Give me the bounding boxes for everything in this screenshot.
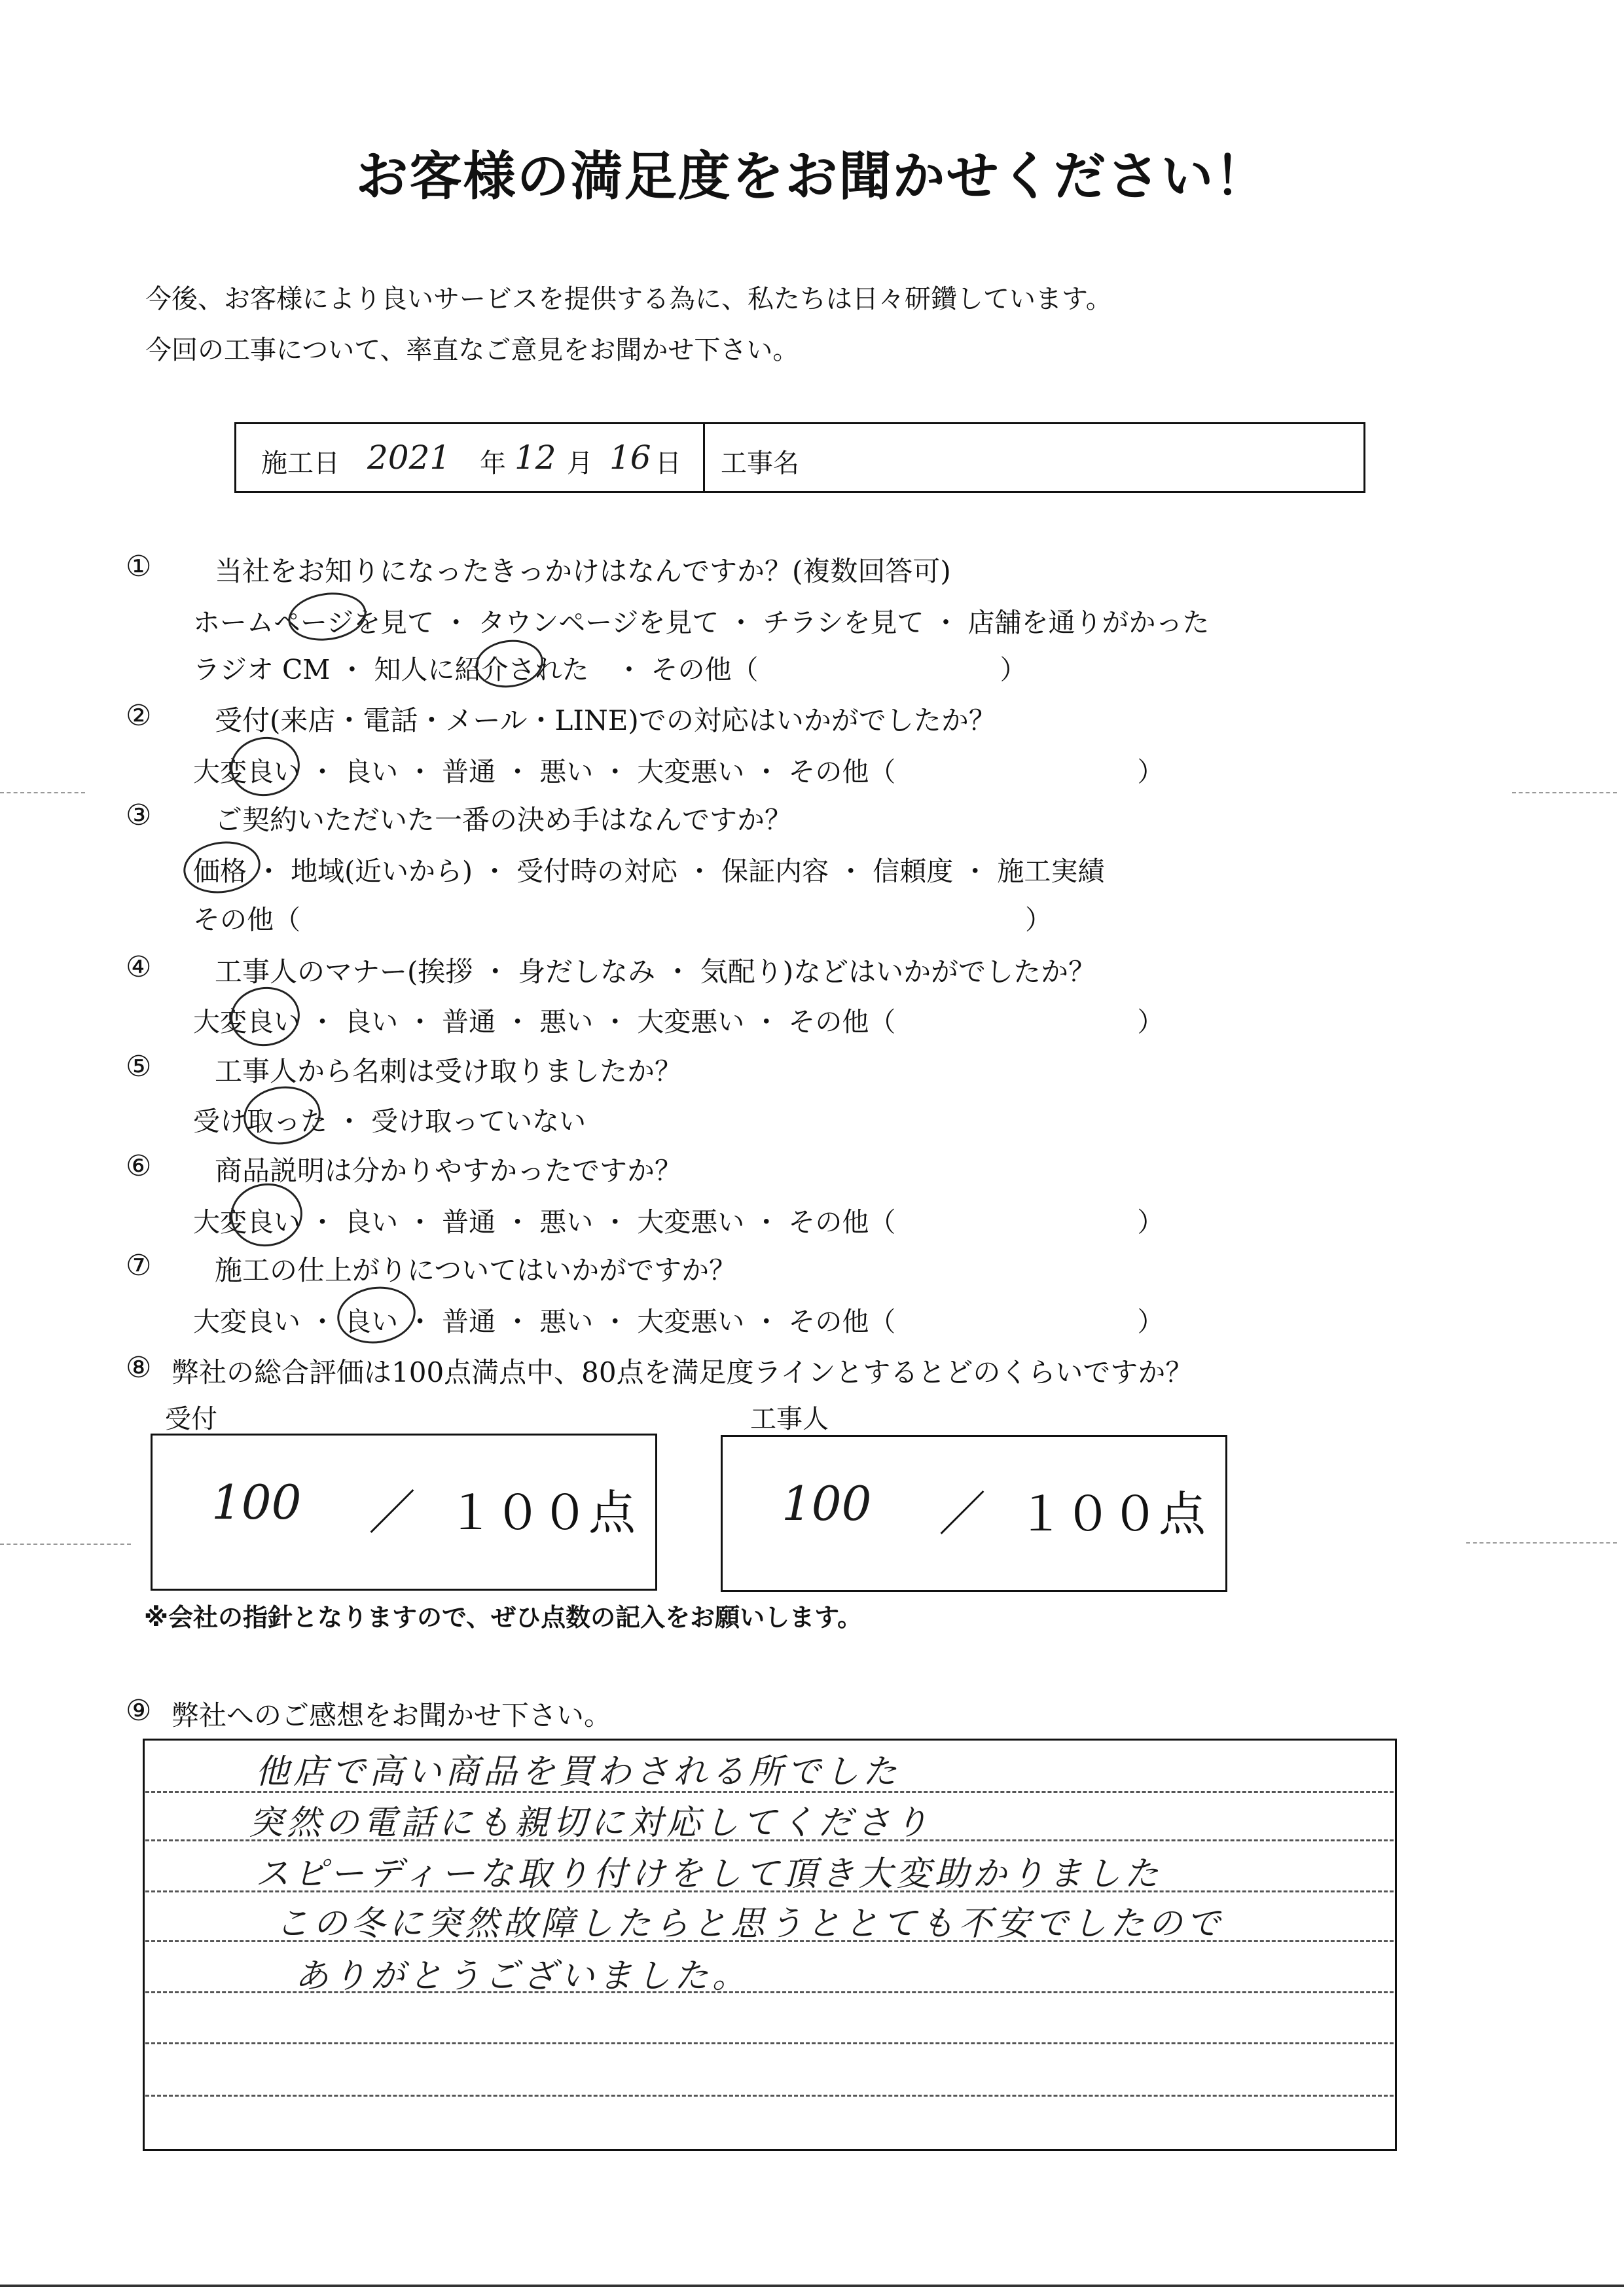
reception-label: 受付 — [165, 1404, 217, 1434]
q8-number: ⑧ — [126, 1351, 152, 1384]
scan-mark-right — [1512, 792, 1617, 793]
comment-line-4: この冬に突然故障したらと思うととても不安でしたので — [275, 1904, 1225, 1943]
q5-options[interactable]: 受け取った ・ 受け取っていない — [193, 1106, 586, 1137]
comment-line-5: ありがとうございました。 — [295, 1957, 751, 1996]
q6-options[interactable]: 大変良い ・ 良い ・ 普通 ・ 悪い ・ 大変悪い ・ その他（ ） — [193, 1206, 1164, 1238]
worker-max: １００点 — [1017, 1487, 1206, 1542]
scan-mark-right-2 — [1466, 1542, 1617, 1544]
q4-options[interactable]: 大変良い ・ 良い ・ 普通 ・ 悪い ・ 大変悪い ・ その他（ ） — [193, 1006, 1164, 1038]
project-label: 工事名 — [721, 448, 799, 479]
comment-line-3: スピーディーな取り付けをして頂き大変助かりました — [255, 1854, 1163, 1894]
q2-number: ② — [126, 699, 152, 732]
q3-answer-circle — [180, 837, 264, 898]
bottom-edge — [0, 2285, 1624, 2287]
scan-mark-left — [0, 792, 85, 793]
comment-rule-7 — [145, 2095, 1394, 2097]
q3-number: ③ — [126, 799, 152, 832]
reception-slash: ／ — [369, 1485, 416, 1540]
comment-rule-6 — [145, 2042, 1394, 2044]
day-unit: 日 — [655, 448, 681, 479]
date-day[interactable]: 16 — [609, 439, 651, 477]
comment-line-2: 突然の電話にも親切に対応してくださり — [249, 1803, 933, 1843]
q1-options-2[interactable]: ラジオ CM ・ 知人に紹介された ・ その他（ ） — [193, 654, 1027, 685]
q5-number: ⑤ — [126, 1050, 152, 1083]
q9-number: ⑨ — [126, 1694, 152, 1727]
q2-options[interactable]: 大変良い ・ 良い ・ 普通 ・ 悪い ・ 大変悪い ・ その他（ ） — [193, 756, 1164, 787]
q5-answer-circle — [240, 1081, 324, 1149]
comment-line-1: 他店で高い商品を買わされる所でした — [255, 1752, 901, 1792]
q2-answer-circle — [226, 732, 303, 801]
q1-text: 当社をお知りになったきっかけはなんですか？(複数回答可) — [215, 555, 951, 587]
q5-text: 工事人から名刺は受け取りましたか？ — [215, 1055, 683, 1087]
worker-slash: ／ — [939, 1487, 986, 1542]
date-month[interactable]: 12 — [514, 439, 556, 477]
reception-max: １００点 — [447, 1485, 636, 1540]
score-note: ※会社の指針となりますので、ぜひ点数の記入をお願いします。 — [144, 1603, 863, 1632]
q9-text: 弊社へのご感想をお聞かせ下さい。 — [171, 1699, 612, 1731]
worker-label: 工事人 — [750, 1404, 829, 1434]
month-unit: 月 — [567, 448, 593, 479]
q6-text: 商品説明は分かりやすかったですか？ — [215, 1155, 683, 1187]
q6-answer-circle — [226, 1179, 306, 1251]
date-label: 施工日 — [261, 448, 340, 479]
q4-number: ④ — [126, 950, 152, 984]
worker-score-value[interactable]: 100 — [782, 1476, 872, 1531]
q7-text: 施工の仕上がりについてはいかがですか？ — [215, 1254, 737, 1286]
q2-text: 受付(来店・電話・メール・LINE)での対応はいかがでしたか？ — [215, 704, 996, 736]
q4-answer-circle — [226, 983, 303, 1051]
q3-text: ご契約いただいた一番の決め手はなんですか？ — [215, 804, 793, 836]
reception-score-value[interactable]: 100 — [211, 1475, 302, 1530]
q4-text: 工事人のマナー(挨拶 ・ 身だしなみ ・ 気配り)などはいかがでしたか？ — [215, 956, 1096, 988]
q1-options-1[interactable]: ホームページを見て ・ タウンページを見て ・ チラシを見て ・ 店舗を通りがかった — [193, 607, 1210, 638]
worker-score-box — [721, 1435, 1227, 1592]
intro-line-2: 今回の工事について、率直なご意見をお聞かせ下さい。 — [145, 335, 799, 365]
scan-mark-left-2 — [0, 1544, 131, 1545]
q3-options-2[interactable]: その他（ ） — [193, 904, 1052, 935]
q8-text: 弊社の総合評価は100点満点中、80点を満足度ラインとするとどのくらいですか？ — [171, 1356, 1193, 1388]
year-unit: 年 — [480, 448, 506, 479]
page-title: お客様の満足度をお聞かせください！ — [355, 146, 1269, 207]
q7-number: ⑦ — [126, 1249, 152, 1282]
header-divider — [703, 422, 705, 493]
q7-options[interactable]: 大変良い ・ 良い ・ 普通 ・ 悪い ・ 大変悪い ・ その他（ ） — [193, 1306, 1164, 1337]
reception-score-box — [151, 1434, 657, 1591]
q6-number: ⑥ — [126, 1149, 152, 1183]
q1-number: ① — [126, 550, 152, 583]
date-year[interactable]: 2021 — [367, 439, 451, 477]
intro-line-1: 今後、お客様により良いサービスを提供する為に、私たちは日々研鑽しています。 — [145, 284, 1112, 314]
q3-options-1[interactable]: 価格 ・ 地域(近いから) ・ 受付時の対応 ・ 保証内容 ・ 信頼度 ・ 施工実績 — [193, 856, 1105, 887]
header-box — [234, 422, 1365, 493]
